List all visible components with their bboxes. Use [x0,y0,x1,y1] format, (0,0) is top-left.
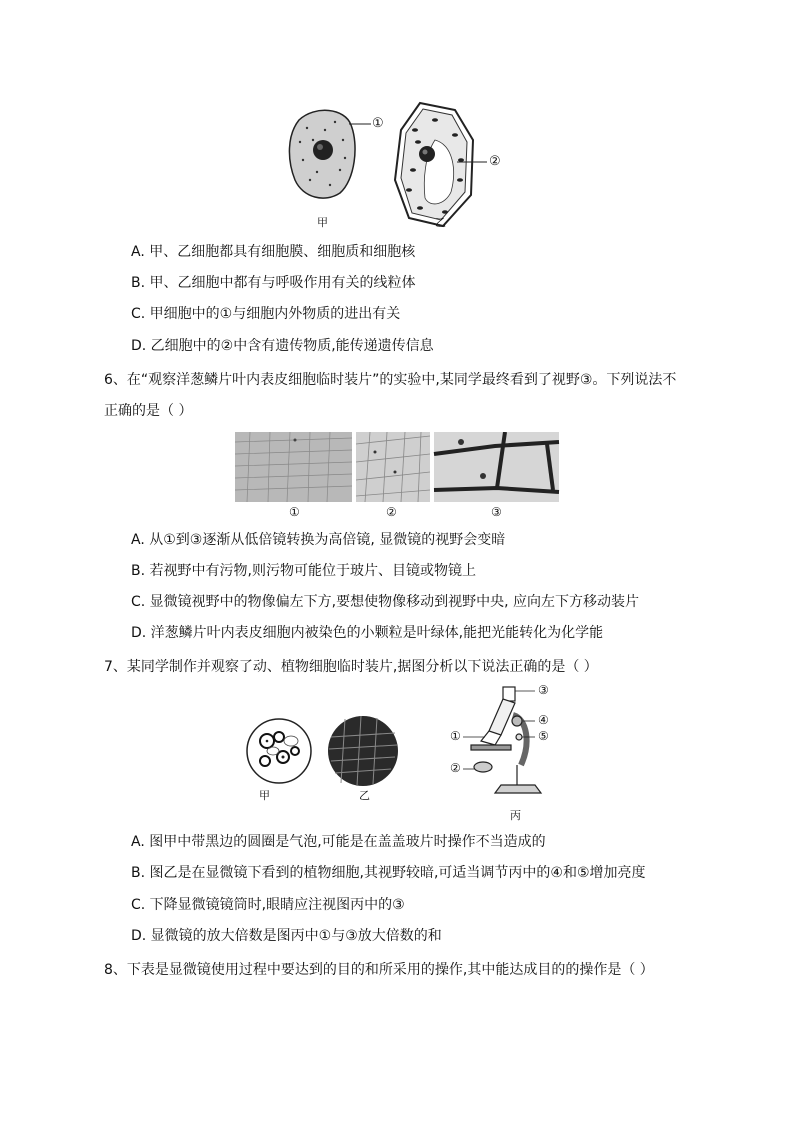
fig-jia-label: 甲 [259,789,270,802]
q5-option-d: D. 乙细胞中的②中含有遗传物质,能传递遗传信息 [131,338,434,354]
micrograph-view-1 [235,432,352,502]
marker-2-label: ② [489,154,501,169]
q6-option-d: D. 洋葱鳞片叶内表皮细胞内被染色的小颗粒是叶绿体,能把光能转化为化学能 [131,625,604,641]
microscope-marker-1: ① [450,729,461,743]
q5-option-b: B. 甲、乙细胞中都有与呼吸作用有关的线粒体 [131,275,416,291]
fig-bing-label: 丙 [510,809,521,822]
animal-cell [289,110,371,198]
plant-cell-view [328,716,398,786]
animal-cell-label: 甲 [317,216,328,229]
q5-option-a: A. 甲、乙细胞都具有细胞膜、细胞质和细胞核 [131,244,416,260]
q6-option-b: B. 若视野中有污物,则污物可能位于玻片、目镜或物镜上 [131,563,476,579]
q7-option-a: A. 图甲中带黑边的圆圈是气泡,可能是在盖盖玻片时操作不当造成的 [131,834,546,850]
q8-stem: 8、下表是显微镜使用过程中要达到的目的和所采用的操作,其中能达成目的的操作是（ ） [104,962,654,978]
microscope-marker-2: ② [450,761,461,775]
q7-option-b: B. 图乙是在显微镜下看到的植物细胞,其视野较暗,可适当调节丙中的④和⑤增加亮度 [131,865,646,881]
micrograph-1-label: ① [289,505,300,519]
micrograph-view-3 [434,432,559,502]
q6-option-a: A. 从①到③逐渐从低倍镜转换为高倍镜, 显微镜的视野会变暗 [131,532,506,548]
micrograph-view-2 [356,432,430,502]
microscope-figure-svg [245,685,565,810]
microscope-marker-4: ④ [538,713,549,727]
bubble-view [247,719,311,783]
fig-yi-label: 乙 [359,789,370,802]
micrograph-2-label: ② [386,505,397,519]
microscope-marker-5: ⑤ [538,729,549,743]
microscope-figure [245,685,565,825]
plant-cell [395,103,487,226]
microscope-drawing [471,687,541,793]
q6-stem-line1: 6、在“观察洋葱鳞片叶内表皮细胞临时装片”的实验中,某同学最终看到了视野③。下列说法不 [104,372,677,388]
micrograph-3-label: ③ [491,505,502,519]
q6-stem-line2: 正确的是（ ） [104,403,193,419]
q7-option-c: C. 下降显微镜镜筒时,眼睛应注视图丙中的③ [131,897,405,913]
marker-1-label: ① [372,116,384,131]
q7-stem: 7、某同学制作并观察了动、植物细胞临时装片,据图分析以下说法正确的是（ ） [104,659,598,675]
q6-option-c: C. 显微镜视野中的物像偏左下方,要想使物像移动到视野中央, 应向左下方移动装片 [131,594,640,610]
q7-option-d: D. 显微镜的放大倍数是图丙中①与③放大倍数的和 [131,928,442,944]
cell-diagram-figure [285,100,525,235]
microscope-marker-3: ③ [538,683,549,697]
onion-cell-micrographs [235,432,561,522]
micrographs-svg [235,432,561,504]
plant-cell-label: 乙 [435,216,446,229]
q5-option-c: C. 甲细胞中的①与细胞内外物质的进出有关 [131,306,401,322]
